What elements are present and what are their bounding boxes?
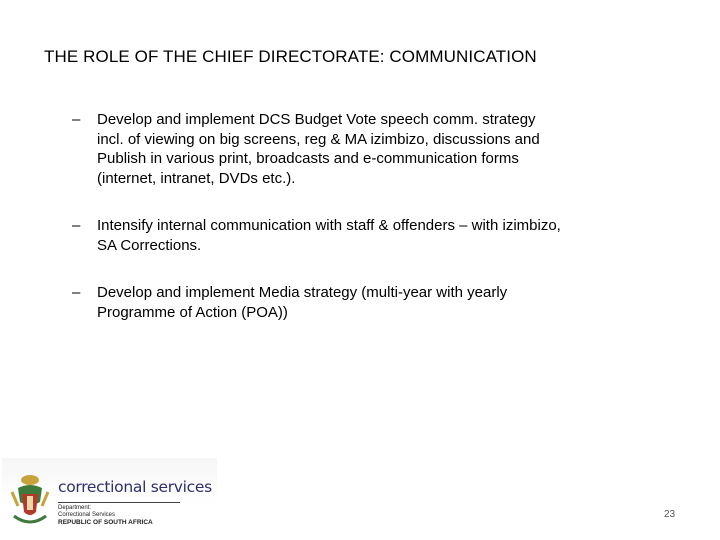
slide-title: THE ROLE OF THE CHIEF DIRECTORATE: COMMUNICATION [44,47,537,66]
bullet-line: Intensify internal communication with staff & offenders – with izimbizo, [97,217,561,234]
bullet-dash: – [72,284,81,301]
coat-of-arms-icon [10,472,50,528]
bullet-line: Develop and implement DCS Budget Vote speech comm. strategy [97,111,536,128]
bullet-item [72,216,672,255]
department-line: Correctional Services [58,512,116,518]
bullet-dash: – [72,217,81,234]
bullet-line: Develop and implement Media strategy (multi-year with yearly [97,284,508,301]
bullet-line: SA Corrections. [97,236,202,254]
bullet-dash: – [72,111,81,128]
department-line: Department: [58,505,92,511]
bullet-line: (internet, intranet, DVDs etc.). [97,169,296,187]
bullet-line: incl. of viewing on big screens, reg & MA izimbizo, discussions and [97,130,540,148]
bullet-list [72,110,672,322]
bullet-item [72,283,672,322]
country-label: REPUBLIC OF SOUTH AFRICA [58,519,153,526]
bullet-line: Publish in various print, broadcasts and e-communication forms [97,150,519,167]
brand-name: correctional services [58,478,212,496]
divider [58,502,180,503]
bullet-line: Programme of Action (POA)) [97,303,288,321]
bullet-item [72,110,672,188]
page-number: 23 [664,509,676,520]
department-logo [2,458,217,536]
department-label [58,505,115,519]
